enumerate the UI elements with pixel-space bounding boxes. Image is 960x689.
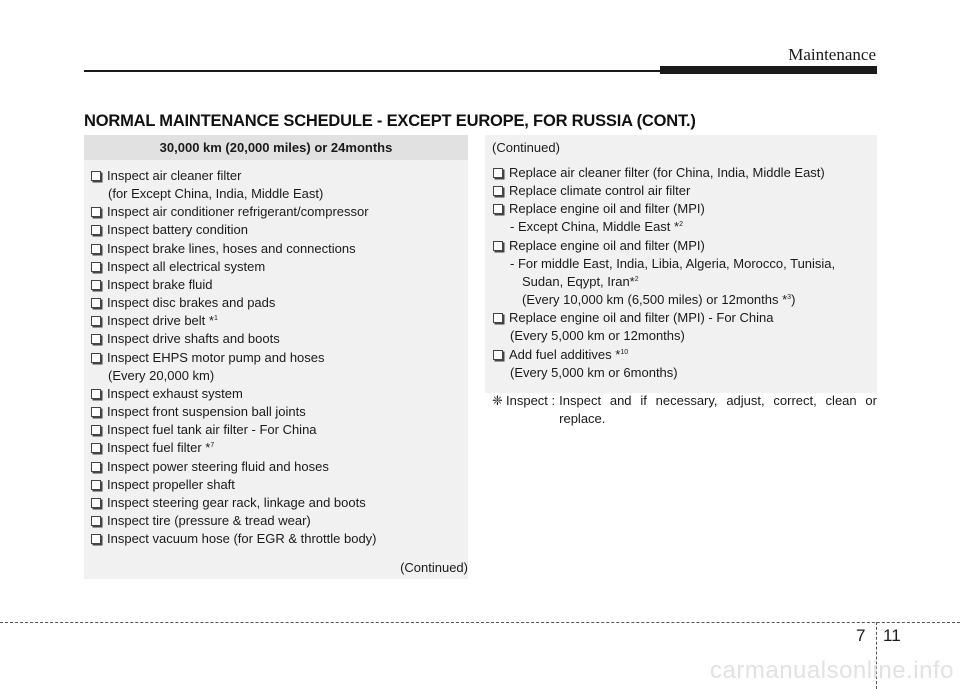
left-item-list: [84, 160, 468, 548]
checkbox-icon: [91, 407, 101, 417]
header-rule: [84, 70, 660, 72]
list-item: [90, 403, 468, 421]
checkbox-icon: [91, 389, 101, 399]
footnote-ref: 3: [787, 294, 792, 302]
item-text: Inspect drive belt *: [107, 313, 214, 329]
item-text: Inspect vacuum hose (for EGR & throttle body): [107, 531, 377, 547]
checkbox-icon: [91, 280, 101, 290]
inspect-note: [485, 382, 877, 428]
footnote-ref: 10: [620, 348, 629, 356]
list-item: [90, 167, 468, 203]
checkbox-icon: [493, 241, 503, 251]
item-subtext: (Every 5,000 km or 6months): [510, 364, 678, 380]
checkbox-icon: [493, 186, 503, 196]
item-subtext: (Every 10,000 km (6,500 miles) or 12months *$^3$): [522, 292, 796, 308]
item-text: Inspect all electrical system: [107, 258, 266, 274]
item-text: Inspect air conditioner refrigerant/compressor: [107, 204, 369, 220]
item-text: Inspect power steering fluid and hoses: [107, 458, 329, 474]
section-label: Maintenance: [788, 45, 876, 64]
list-item: [90, 512, 468, 530]
note-icon: ❈: [492, 392, 503, 408]
checkbox-icon: [91, 171, 101, 181]
checkbox-icon: [91, 207, 101, 217]
right-item-list: [485, 164, 877, 382]
item-text: Replace climate control air filter: [509, 183, 691, 199]
item-text: Inspect brake fluid: [107, 276, 213, 292]
chapter-number: 7: [856, 626, 866, 645]
item-text: Inspect brake lines, hoses and connections: [107, 240, 356, 256]
left-schedule-panel: [84, 135, 468, 579]
item-subtext: - For middle East, India, Libia, Algeria, Morocco, Tunisia,: [510, 255, 836, 271]
list-item: [90, 530, 468, 548]
checkbox-icon: [493, 168, 503, 178]
list-item: [90, 458, 468, 476]
item-text: Inspect battery condition: [107, 222, 248, 238]
list-item: [90, 421, 468, 439]
checkbox-icon: [91, 443, 101, 453]
checkbox-icon: [91, 425, 101, 435]
checkbox-icon: [91, 516, 101, 526]
right-schedule-panel: [485, 135, 877, 426]
continued-label: (Continued): [400, 560, 468, 575]
checkbox-icon: [91, 480, 101, 490]
item-text: Inspect air cleaner filter: [107, 168, 242, 183]
page-title: NORMAL MAINTENANCE SCHEDULE - EXCEPT EUROPE, FOR RUSSIA (CONT.): [84, 112, 696, 130]
list-item: [492, 346, 877, 382]
item-text: Inspect tire (pressure & tread wear): [107, 512, 311, 528]
checkbox-icon: [91, 334, 101, 344]
checkbox-icon: [91, 244, 101, 254]
list-item: [90, 240, 468, 258]
item-text: Inspect front suspension ball joints: [107, 404, 306, 420]
checkbox-icon: [91, 316, 101, 326]
item-subtext: (Every 20,000 km): [108, 367, 215, 383]
list-item: [90, 221, 468, 239]
item-text: Inspect steering gear rack, linkage and boots: [107, 494, 366, 510]
list-item: [492, 200, 877, 236]
list-item: [90, 439, 468, 457]
note-term: Inspect :: [506, 392, 556, 408]
checkbox-icon: [91, 534, 101, 544]
list-item: [90, 203, 468, 221]
watermark: carmanualsonline.info: [710, 657, 954, 684]
item-text: Inspect disc brakes and pads: [107, 295, 276, 311]
footnote-ref: 2: [634, 275, 639, 283]
list-item: [90, 349, 468, 385]
item-text: Inspect drive shafts and boots: [107, 331, 280, 347]
footer-rule: [0, 622, 960, 623]
list-item: [90, 330, 468, 348]
checkbox-icon: [91, 298, 101, 308]
footnote-ref: 7: [210, 442, 215, 450]
continued-label: (Continued): [492, 140, 560, 155]
item-text: Inspect exhaust system: [107, 385, 243, 401]
header-tab: [660, 66, 877, 74]
list-item: [492, 237, 877, 310]
checkbox-icon: [91, 225, 101, 235]
item-text: Inspect fuel filter *: [107, 440, 211, 456]
list-item: [90, 476, 468, 494]
item-text: Replace air cleaner filter (for China, India, Middle East): [509, 165, 825, 180]
item-text: Replace engine oil and filter (MPI) - For China: [509, 310, 774, 326]
list-item: [492, 309, 877, 345]
page-number: 11: [883, 626, 901, 645]
item-subtext: (for Except China, India, Middle East): [108, 186, 324, 202]
list-item: [90, 294, 468, 312]
note-text: Inspect and if necessary, adjust, correct, clean or replace.: [559, 392, 877, 426]
list-item: [90, 385, 468, 403]
item-text: Inspect EHPS motor pump and hoses: [107, 349, 325, 365]
interval-heading: 30,000 km (20,000 miles) or 24months: [84, 135, 468, 160]
item-text: Inspect fuel tank air filter - For China: [107, 422, 317, 438]
item-text: Add fuel additives *: [509, 346, 621, 362]
checkbox-icon: [493, 313, 503, 323]
list-item: [90, 258, 468, 276]
checkbox-icon: [91, 462, 101, 472]
footnote-ref: 2: [679, 221, 683, 229]
list-item: [90, 276, 468, 294]
list-item: [492, 182, 877, 200]
list-item: [90, 494, 468, 512]
item-text: Replace engine oil and filter (MPI): [509, 237, 705, 253]
item-text: Replace engine oil and filter (MPI): [509, 201, 705, 217]
item-subtext: (Every 5,000 km or 12months): [510, 328, 685, 344]
item-subtext: - Except China, Middle East *$^2$: [510, 219, 683, 235]
checkbox-icon: [91, 262, 101, 272]
item-subtext: Sudan, Eqypt, Iran*$^2$: [522, 273, 639, 289]
list-item: [492, 164, 877, 182]
checkbox-icon: [91, 353, 101, 363]
checkbox-icon: [91, 498, 101, 508]
checkbox-icon: [493, 350, 503, 360]
item-text: Inspect propeller shaft: [107, 476, 235, 492]
list-item: [90, 312, 468, 330]
checkbox-icon: [493, 204, 503, 214]
footnote-ref: 1: [213, 315, 218, 323]
